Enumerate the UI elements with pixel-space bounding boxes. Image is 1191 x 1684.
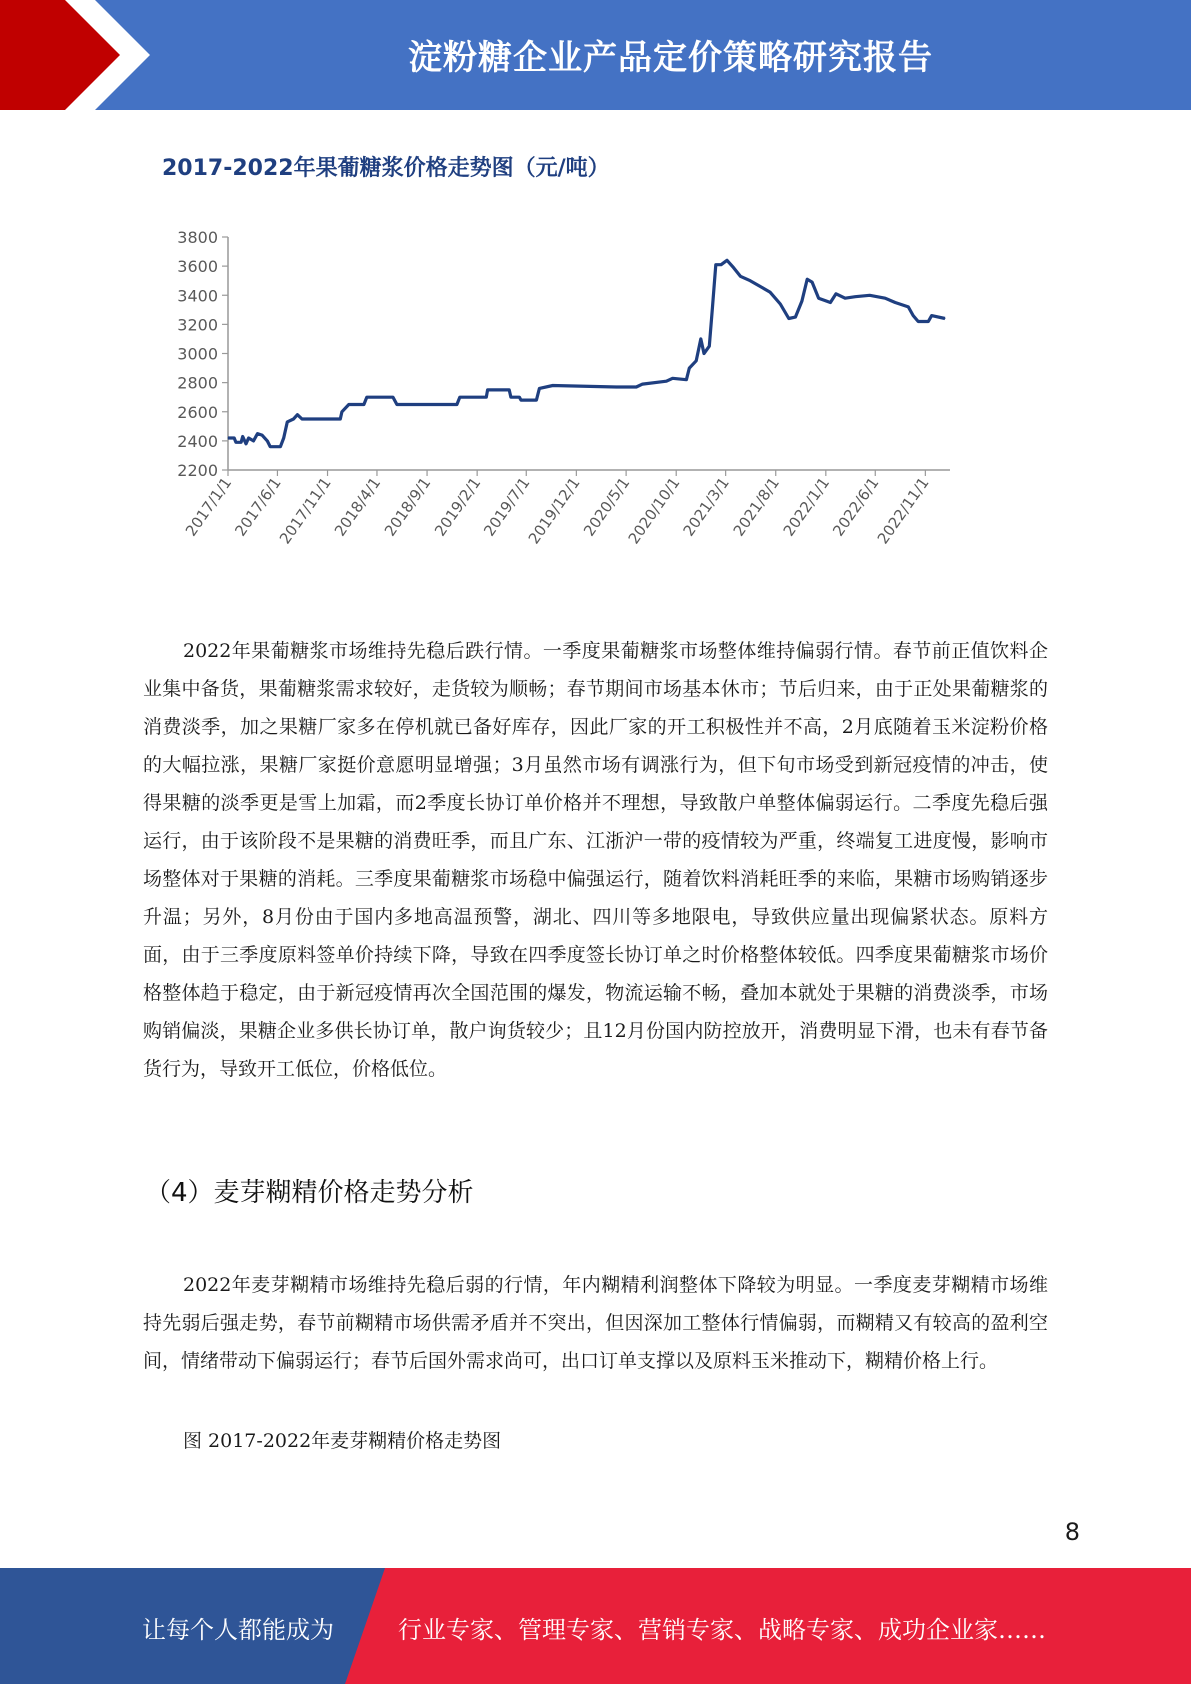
page-header [0, 0, 1191, 110]
x-tick-label: 2017/6/1 [231, 473, 285, 540]
data-point [301, 419, 302, 420]
data-point [393, 397, 394, 398]
y-tick-label: 2800 [177, 373, 218, 393]
data-point [913, 315, 914, 316]
y-axis [177, 228, 228, 480]
data-point [672, 378, 673, 379]
data-point [709, 346, 710, 347]
series-line [228, 260, 945, 446]
data-point [845, 298, 846, 299]
data-point [760, 286, 761, 287]
data-point [283, 437, 284, 438]
data-point [715, 264, 716, 265]
data-point [795, 317, 796, 318]
data-point [487, 389, 488, 390]
price-line-chart [150, 140, 1030, 610]
data-point [918, 321, 919, 322]
data-point [248, 437, 249, 438]
figure-caption: 图 2017-2022年麦芽糊精价格走势图 [183, 1430, 502, 1452]
paragraph-hfcs-market: 2022年果葡糖浆市场维持先稳后跌行情。一季度果葡糖浆市场整体维持偏弱行情。春节前正值饮料企业集中备货，果葡糖浆需求较好，走货较为顺畅；春节期间市场基本休市；节后归来，由于正处果葡糖浆的消费淡季，加之果糖厂家多在停机就已备好库存，因此厂家的开工积极性并不高，2月底随着玉米淀粉价格的大幅拉涨，果糖厂家挺价意愿明显增强；3月虽然市场有调涨行为，但下旬市场受到新冠疫情的冲击，使得果糖的淡季更是雪上加霜，而2季度长协订单价格并不理想，导致散户单整体偏弱运行。二季度先稳后强运行，由于该阶段不是果糖的消费旺季，而且广东、江浙沪一带的疫情较为严重，终端复工进度慢，影响市场整体对于果糖的消耗。三季度果葡糖浆市场稳中偏强运行，随着饮料消耗旺季的来临，果糖市场购销逐步升温；另外，8月份由于国内多地高温预警，湖北、四川等多地限电，导致供应量出现偏紧状态。原料方面，由于三季度原料签单价持续下降，导致在四季度签长协订单之时价格整体较低。四季度果葡糖浆市场价格整体趋于稳定，由于新冠疫情再次全国范围的爆发，物流运输不畅，叠加本就处于果糖的消费淡季，市场购销偏淡，果糖企业多供长协订单，散户询货较少；且12月份国内防控放开，消费明显下滑，也未有春节备货行为，导致开工低位，价格低位。 [143, 640, 1048, 1080]
data-point [280, 446, 281, 447]
data-point [270, 446, 271, 447]
data-point [945, 318, 946, 319]
x-tick-label: 2020/5/1 [580, 473, 634, 540]
data-point [293, 419, 294, 420]
data-point [539, 388, 540, 389]
data-point [780, 303, 781, 304]
data-point [726, 260, 727, 261]
data-point [257, 433, 258, 434]
footer-slogan-left: 让每个人都能成为 [142, 1616, 334, 1644]
data-point [885, 298, 886, 299]
data-point [459, 397, 460, 398]
data-point [686, 379, 687, 380]
data-point [366, 397, 367, 398]
data-point [510, 397, 511, 398]
data-point [552, 385, 553, 386]
data-point [363, 404, 364, 405]
x-tick-label: 2019/7/1 [480, 473, 534, 540]
data-point [733, 267, 734, 268]
data-point [235, 442, 236, 443]
x-tick-label: 2020/10/1 [624, 473, 684, 548]
y-tick-label: 3400 [177, 286, 218, 306]
y-tick-label: 3800 [177, 228, 218, 247]
data-point [696, 360, 697, 361]
data-point [341, 411, 342, 412]
data-point [340, 419, 341, 420]
y-tick-label: 2400 [177, 431, 218, 451]
y-tick-label: 3000 [177, 344, 218, 364]
x-tick-label: 2021/3/1 [679, 473, 733, 540]
x-tick-label: 2017/11/1 [275, 473, 335, 548]
x-tick-label: 2017/1/1 [181, 473, 236, 540]
data-point [704, 353, 705, 354]
data-point [297, 414, 298, 415]
data-point [521, 400, 522, 401]
data-point [246, 443, 247, 444]
data-point [234, 437, 235, 438]
chart-title: 2017-2022年果葡糖浆价格走势图（元/吨） [162, 156, 610, 181]
data-point [869, 295, 870, 296]
data-point [228, 437, 229, 438]
data-point [830, 302, 831, 303]
header-arrow-decoration [0, 0, 160, 110]
data-point [262, 435, 263, 436]
data-point [712, 306, 713, 307]
data-point [287, 421, 288, 422]
section-heading: （4）麦芽糊精价格走势分析 [145, 1178, 474, 1208]
y-tick-label: 3600 [177, 257, 218, 277]
x-axis [182, 470, 950, 547]
data-point [616, 386, 617, 387]
price-chart [150, 140, 1030, 610]
data-point [721, 264, 722, 265]
data-point [895, 302, 896, 303]
data-point [928, 321, 929, 322]
data-point [253, 440, 254, 441]
page-number: 8 [1064, 1518, 1080, 1546]
data-point [642, 384, 643, 385]
data-point [908, 306, 909, 307]
data-point [835, 293, 836, 294]
data-point [689, 368, 690, 369]
data-point [242, 436, 243, 437]
data-point [931, 315, 932, 316]
data-point [812, 282, 813, 283]
data-point [519, 397, 520, 398]
y-tick-label: 3200 [177, 315, 218, 335]
x-tick-label: 2021/8/1 [729, 473, 784, 540]
data-point [788, 318, 789, 319]
data-point [636, 386, 637, 387]
x-tick-label: 2022/6/1 [829, 473, 883, 540]
data-point [536, 400, 537, 401]
report-title: 淀粉糖企业产品定价策略研究报告 [408, 38, 933, 78]
x-tick-label: 2018/4/1 [330, 473, 385, 540]
x-tick-label: 2022/1/1 [779, 473, 834, 540]
x-tick-label: 2019/12/1 [524, 473, 584, 548]
data-point [855, 296, 856, 297]
data-point [486, 397, 487, 398]
data-point [456, 404, 457, 405]
data-point [267, 440, 268, 441]
data-point [509, 389, 510, 390]
data-point [241, 442, 242, 443]
data-point [740, 276, 741, 277]
x-tick-label: 2019/2/1 [431, 473, 485, 540]
data-point [700, 338, 701, 339]
y-tick-label: 2600 [177, 402, 218, 422]
data-point [801, 301, 802, 302]
y-tick-label: 2200 [177, 461, 218, 480]
data-point [348, 404, 349, 405]
data-point [770, 292, 771, 293]
x-tick-label: 2018/9/1 [380, 473, 435, 540]
data-point [666, 381, 667, 382]
paragraph-maltodextrin-market: 2022年麦芽糊精市场维持先稳后弱的行情，年内糊精利润整体下降较为明显。一季度麦芽糊精市场维持先弱后强走势，春节前糊精市场供需矛盾并不突出，但因深加工整体行情偏弱，而糊精又有较高的盈利空间，情绪带动下偏弱运行；春节后国外需求尚可，出口订单支撑以及原料玉米推动下，糊精价格上行。 [143, 1274, 1048, 1372]
data-point [807, 279, 808, 280]
data-point [396, 404, 397, 405]
footer-slogan-right: 行业专家、管理专家、营销专家、战略专家、成功企业家…… [398, 1616, 1046, 1644]
data-point [818, 298, 819, 299]
data-point [750, 280, 751, 281]
x-tick-label: 2022/11/1 [873, 473, 933, 548]
